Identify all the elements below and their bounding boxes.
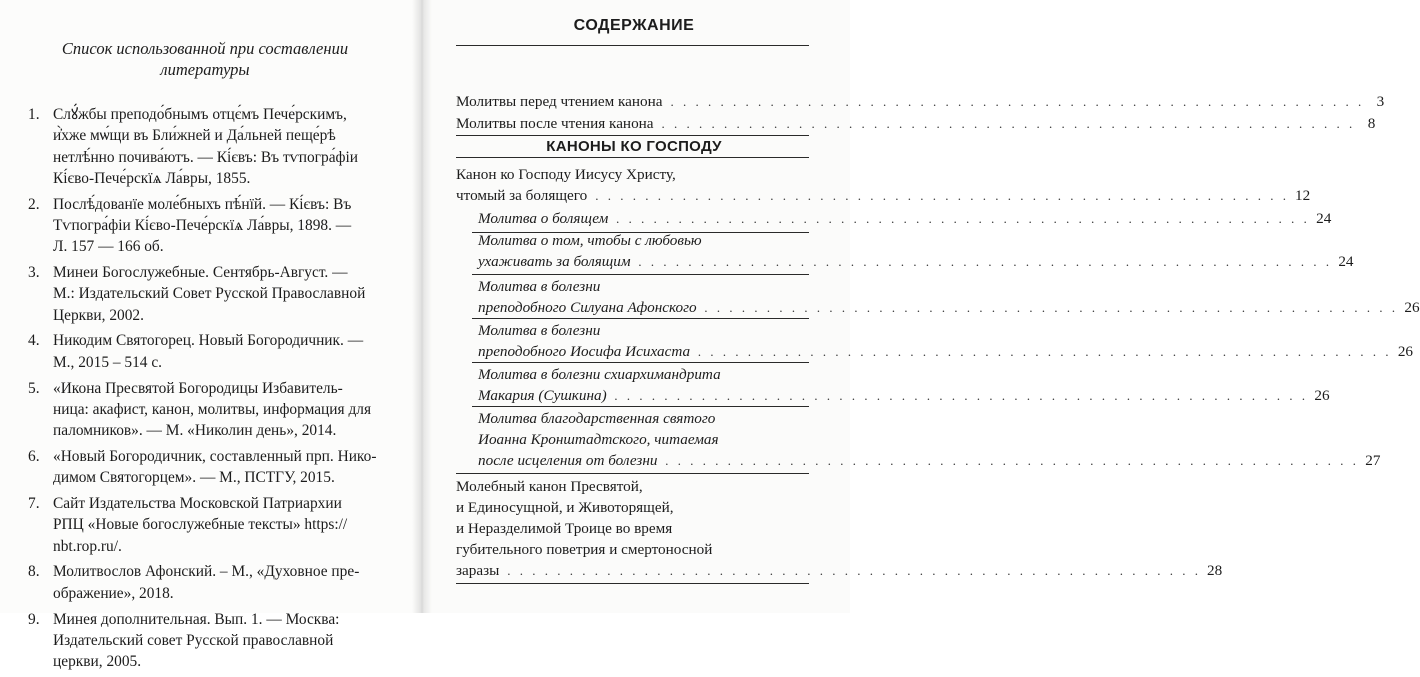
bibliography-line: Молитвослов Афонский. – М., «Духовное пре- xyxy=(53,563,360,581)
toc-page-number: 3 xyxy=(1376,93,1385,110)
dot-leader xyxy=(595,185,1289,206)
bibliography-number: 9. xyxy=(28,610,40,628)
toc-entry-title: после исцеления от болезни xyxy=(478,452,658,469)
bibliography-number: 7. xyxy=(28,495,40,513)
toc-entry-title: Молитва в болезни xyxy=(478,278,601,295)
toc-page-number: 12 xyxy=(1294,187,1311,204)
bibliography-line: Издательский совет Русской православной xyxy=(53,631,334,649)
bibliography-line: М.: Издательский Совет Русской Православной xyxy=(53,285,366,303)
section-heading: КАНОНЫ КО ГОСПОДУ xyxy=(546,138,722,155)
bibliography-item xyxy=(26,104,378,189)
toc-entry-title: Канон ко Господу Иисусу Христу, xyxy=(456,166,676,183)
dot-leader xyxy=(662,113,1356,134)
toc-page-number: 26 xyxy=(1404,299,1420,316)
bibliography-title-line: литературы xyxy=(160,60,250,79)
right-page xyxy=(420,0,1420,613)
toc-entry-title: Макария (Сушкина) xyxy=(478,387,607,404)
toc-page-number: 8 xyxy=(1367,115,1376,132)
bibliography-line: nbt.rop.ru/. xyxy=(53,537,122,555)
divider xyxy=(472,274,809,275)
toc-subentry[interactable] xyxy=(478,208,1332,229)
left-page xyxy=(0,0,420,671)
toc-page-number: 26 xyxy=(1314,387,1330,404)
bibliography-line: ображение», 2018. xyxy=(53,584,174,602)
divider xyxy=(456,45,809,46)
bibliography-number: 6. xyxy=(28,447,40,465)
bibliography-line: Л. 157 — 166 об. xyxy=(53,238,164,256)
toc-entry[interactable] xyxy=(456,91,1385,112)
toc-page-number: 24 xyxy=(1338,253,1354,270)
toc-entry-title: преподобного Силуана Афонского xyxy=(478,299,697,316)
toc-entry-title: Молитвы перед чтением канона xyxy=(456,93,663,110)
bibliography-item xyxy=(26,609,378,673)
toc-subentry[interactable] xyxy=(478,320,1414,362)
bibliography-line: Послѣ́дованїе моле́бныхъ пѣ́нїй. — Кі́євъ: Въ xyxy=(53,195,352,213)
toc-page-number: 26 xyxy=(1397,343,1414,360)
toc-entry-title: Молебный канон Пресвятой, xyxy=(456,478,643,495)
bibliography-line: Кі́єво-Пече́рскїѧ Ла́вры, 1855. xyxy=(53,169,251,187)
dot-leader xyxy=(507,560,1201,581)
divider xyxy=(456,583,809,584)
bibliography-number: 4. xyxy=(28,332,40,350)
dot-leader xyxy=(698,341,1392,362)
bibliography-item xyxy=(26,446,378,489)
divider xyxy=(472,318,809,319)
bibliography-line: РПЦ «Новые богослужебные тексты» https:// xyxy=(53,516,348,534)
toc-page-number: 28 xyxy=(1207,562,1223,579)
toc-entry-title: чтомый за болящего xyxy=(456,187,588,204)
bibliography-title xyxy=(30,38,380,80)
bibliography-line: ница: акафист, канон, молитвы, информация для xyxy=(53,400,372,418)
toc-entry-title: Иоанна Кронштадтского, читаемая xyxy=(478,431,719,448)
divider xyxy=(456,473,809,474)
bibliography-line: и҆̀хже мѡ́щи въ Бли́жней и Да́льней пеще́рѣ xyxy=(53,127,336,145)
toc-entry-title: ухаживать за болящим xyxy=(478,253,631,270)
toc-subentry[interactable] xyxy=(478,408,1381,471)
bibliography-item xyxy=(26,493,378,557)
bibliography-item xyxy=(26,378,378,442)
bibliography-number: 1. xyxy=(28,106,40,123)
dot-leader xyxy=(705,297,1399,318)
bibliography-line: Тѵпогра́фіи Кі́єво-Пече́рскїѧ Ла́вры, 1898. — xyxy=(53,216,352,234)
divider xyxy=(472,362,809,363)
bibliography-title-line: Список использованной при составлении xyxy=(61,39,349,58)
toc-entry-title: заразы xyxy=(456,562,500,579)
bibliography-item xyxy=(26,262,378,326)
toc-entry[interactable] xyxy=(456,476,1223,581)
dot-leader xyxy=(665,450,1359,471)
divider xyxy=(456,135,809,136)
bibliography-line: Никодим Святогорец. Новый Богородичник. — xyxy=(53,332,364,350)
bibliography-line: нетлѣ́нно почива́ютъ. — Кі́євъ: Въ тѵпогра́фіи xyxy=(53,148,359,166)
toc-entry-title: Молитва о болящем xyxy=(478,210,609,227)
bibliography-number: 2. xyxy=(28,195,40,213)
bibliography-line: М., 2015 – 514 с. xyxy=(53,353,163,371)
toc-subentry[interactable] xyxy=(478,364,1330,406)
bibliography-line: «Икона Пресвятой Богородицы Избавитель- xyxy=(53,379,343,397)
toc-entry-title: преподобного Иосифа Исихаста xyxy=(478,343,691,360)
toc-entry-title: Молитвы после чтения канона xyxy=(456,115,654,132)
bibliography-line: димом Святогорцем». — М., ПСТГУ, 2015. xyxy=(53,469,335,487)
bibliography-line: паломников». — М. «Николин день», 2014. xyxy=(53,422,337,440)
bibliography-line: Церкви, 2002. xyxy=(53,306,144,324)
bibliography-line: Минея дополнительная. Вып. 1. — Москва: xyxy=(53,610,340,628)
toc-entry-title: Молитва в болезни xyxy=(478,322,601,339)
bibliography-item xyxy=(26,330,378,373)
divider xyxy=(472,406,809,407)
toc-entry-title: и Неразделимой Троице во время xyxy=(456,520,673,537)
toc-entry-title: губительного поветрия и смертоносной xyxy=(456,541,713,558)
bibliography-item xyxy=(26,194,378,258)
dot-leader xyxy=(639,251,1333,272)
toc-entry-title: Молитва благодарственная святого xyxy=(478,410,716,427)
toc-page-number: 27 xyxy=(1365,452,1381,469)
bibliography-line: «Новый Богородичник, составленный прп. Нико- xyxy=(53,447,377,465)
toc-page-number: 24 xyxy=(1316,210,1332,227)
dot-leader xyxy=(616,208,1310,229)
toc-entry-title: Молитва в болезни схиархимандрита xyxy=(478,366,721,383)
bibliography-list xyxy=(26,104,378,677)
page-title: СОДЕРЖАНИЕ xyxy=(573,17,695,34)
bibliography-line: Слꙋ́жбы преподо́бнымъ отцє́мъ Пече́рскимъ, xyxy=(53,106,347,123)
toc-entry[interactable] xyxy=(456,113,1376,134)
bibliography-item xyxy=(26,561,378,604)
dot-leader xyxy=(615,385,1309,406)
book-gutter xyxy=(412,0,432,613)
toc-entry[interactable] xyxy=(456,164,1311,206)
bibliography-line: церкви, 2005. xyxy=(53,653,142,671)
bibliography-line: Минеи Богослужебные. Сентябрь-Август. — xyxy=(53,264,348,282)
toc-entry-title: и Единосущной, и Животорящей, xyxy=(456,499,674,516)
bibliography-number: 8. xyxy=(28,563,40,581)
dot-leader xyxy=(670,91,1364,112)
toc-subentry[interactable] xyxy=(478,276,1420,318)
bibliography-line: Сайт Издательства Московской Патриархии xyxy=(53,495,342,513)
bibliography-number: 5. xyxy=(28,379,40,397)
bibliography-number: 3. xyxy=(28,264,40,282)
toc-subentry[interactable] xyxy=(478,230,1354,272)
toc-entry-title: Молитва о том, чтобы с любовью xyxy=(478,232,702,249)
divider xyxy=(456,157,809,158)
